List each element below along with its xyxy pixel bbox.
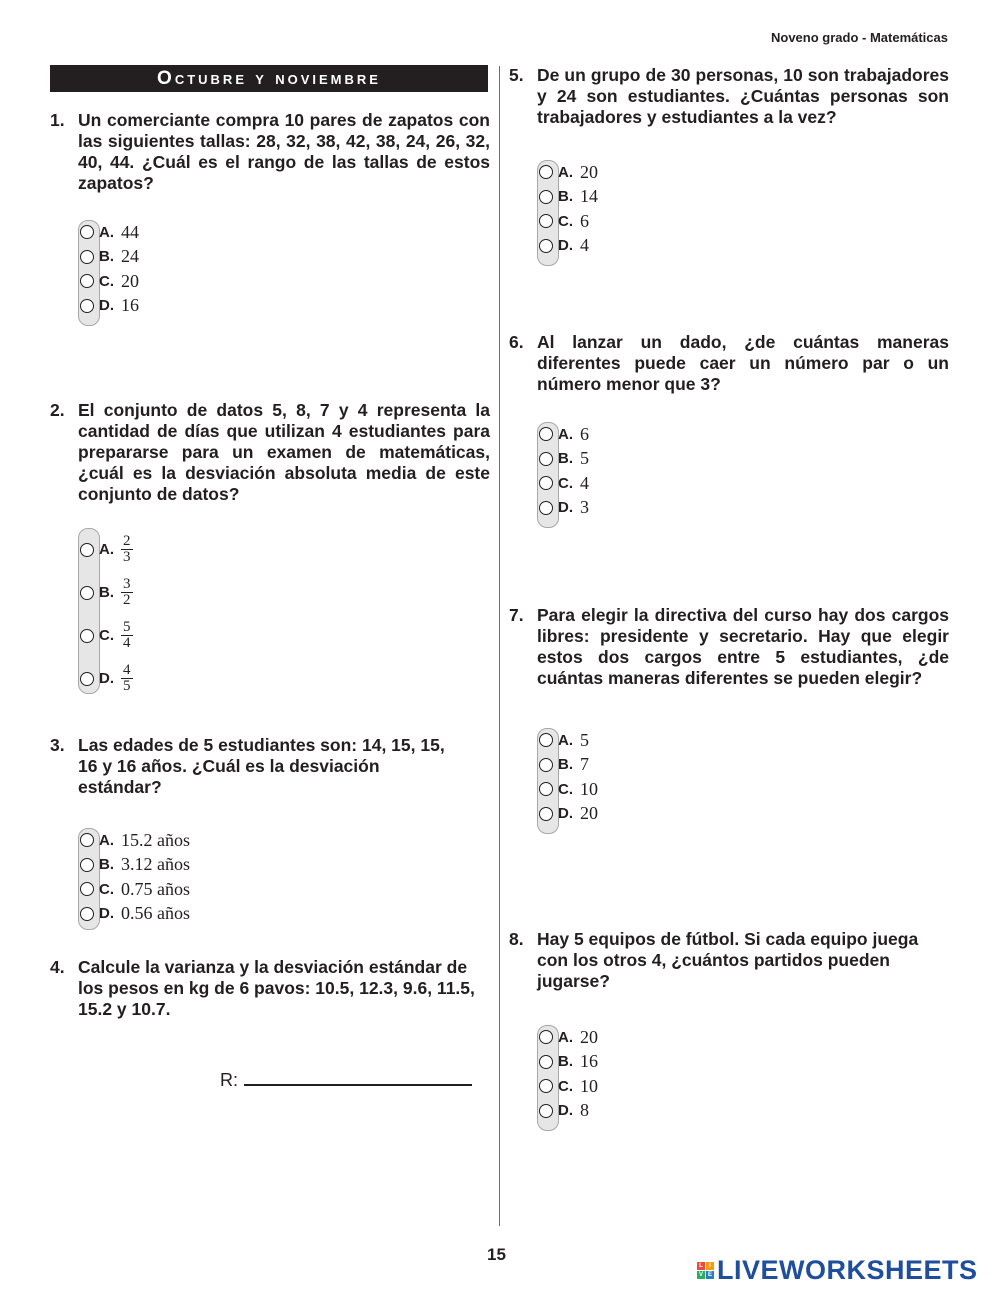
section-banner: Octubre y noviembre bbox=[50, 65, 488, 92]
option-a[interactable]: A. 15.2 años bbox=[78, 828, 190, 853]
options-q1 bbox=[78, 220, 139, 318]
options-q8 bbox=[537, 1025, 598, 1123]
radio-button[interactable] bbox=[80, 672, 94, 686]
question-text: Calcule la varianza y la desviación estándar de los pesos en kg de 6 pavos: 10.5, 12.3, 9.6, 11.5, 15.2 y 10.7. bbox=[78, 957, 475, 1019]
question-text: Hay 5 equipos de fútbol. Si cada equipo juega con los otros 4, ¿cuántos partidos pueden jugarse? bbox=[537, 929, 919, 991]
fraction: $\frac{3}{2}$ bbox=[123, 576, 131, 608]
radio-button[interactable] bbox=[80, 833, 94, 847]
radio-button[interactable] bbox=[539, 427, 553, 441]
logo-block: I bbox=[706, 1262, 714, 1270]
column-divider bbox=[499, 66, 500, 1226]
question-number: 5. bbox=[509, 65, 524, 85]
options-q3 bbox=[78, 828, 190, 926]
option-a[interactable]: A. 20 bbox=[537, 1025, 598, 1050]
option-c[interactable]: C. 6 bbox=[537, 209, 598, 234]
radio-button[interactable] bbox=[80, 858, 94, 872]
radio-button[interactable] bbox=[80, 907, 94, 921]
radio-button[interactable] bbox=[539, 733, 553, 747]
question-text: Las edades de 5 estudiantes son: 14, 15, 15, 16 y 16 años. ¿Cuál es la desviación estándar? bbox=[78, 735, 445, 797]
option-a[interactable]: A. 44 bbox=[78, 220, 139, 245]
page-header: Noveno grado - Matemáticas bbox=[771, 30, 948, 45]
question-text: De un grupo de 30 personas, 10 son trabajadores y 24 son estudiantes. ¿Cuántas personas son trabajadores y estudiantes a la vez? bbox=[537, 65, 949, 127]
option-b[interactable]: B. 3.12 años bbox=[78, 853, 190, 878]
radio-button[interactable] bbox=[539, 1055, 553, 1069]
options-q6 bbox=[537, 422, 589, 520]
radio-button[interactable] bbox=[539, 782, 553, 796]
option-d[interactable]: D. 4 bbox=[537, 234, 598, 259]
question-number: 2. bbox=[50, 400, 65, 420]
question-3 bbox=[50, 735, 450, 798]
radio-button[interactable] bbox=[539, 190, 553, 204]
radio-button[interactable] bbox=[539, 165, 553, 179]
radio-button[interactable] bbox=[80, 543, 94, 557]
option-d[interactable]: D. $\frac{4}{5}$ bbox=[78, 657, 133, 700]
question-text: Al lanzar un dado, ¿de cuántas maneras diferentes puede caer un número par o un número menor que 3? bbox=[537, 332, 949, 394]
radio-button[interactable] bbox=[80, 274, 94, 288]
option-d[interactable]: D. 20 bbox=[537, 802, 598, 827]
option-b[interactable]: B. 7 bbox=[537, 753, 598, 778]
option-a[interactable]: A. $\frac{2}{3}$ bbox=[78, 528, 133, 571]
question-text: Un comerciante compra 10 pares de zapatos con las siguientes tallas: 28, 32, 38, 42, 38, 24, 26, 32, 40, 44. ¿Cuál es el rango de las tallas de estos zapatos? bbox=[78, 110, 490, 193]
option-b[interactable]: B. 16 bbox=[537, 1050, 598, 1075]
option-c[interactable]: C. 20 bbox=[78, 269, 139, 294]
question-text: El conjunto de datos 5, 8, 7 y 4 representa la cantidad de días que utilizan 4 estudiantes para prepararse para un examen de matemáticas, ¿cuál es la desviación absoluta media de este conjunto de datos? bbox=[78, 400, 490, 504]
logo-blocks-icon bbox=[697, 1262, 714, 1279]
logo-block: V bbox=[698, 1272, 703, 1278]
question-number: 7. bbox=[509, 605, 524, 625]
question-2 bbox=[50, 400, 490, 505]
option-d[interactable]: D. 8 bbox=[537, 1099, 598, 1124]
fraction: $\frac{4}{5}$ bbox=[123, 662, 131, 694]
option-c[interactable]: C. 4 bbox=[537, 471, 589, 496]
logo-block: E bbox=[707, 1272, 712, 1278]
question-1 bbox=[50, 110, 490, 194]
radio-button[interactable] bbox=[539, 1104, 553, 1118]
option-b[interactable]: B. 14 bbox=[537, 185, 598, 210]
option-a[interactable]: A. 5 bbox=[537, 728, 598, 753]
radio-button[interactable] bbox=[80, 882, 94, 896]
question-5 bbox=[509, 65, 949, 128]
radio-button[interactable] bbox=[539, 214, 553, 228]
logo-block: L bbox=[697, 1262, 705, 1270]
options-q7 bbox=[537, 728, 598, 826]
option-d[interactable]: D. 16 bbox=[78, 294, 139, 319]
liveworksheets-logo bbox=[697, 1255, 978, 1286]
page-number: 15 bbox=[487, 1245, 506, 1264]
radio-button[interactable] bbox=[539, 807, 553, 821]
option-d[interactable]: D. 3 bbox=[537, 496, 589, 521]
radio-button[interactable] bbox=[80, 299, 94, 313]
option-c[interactable]: C. 10 bbox=[537, 777, 598, 802]
fraction: $\frac{2}{3}$ bbox=[123, 533, 131, 565]
option-c[interactable]: C. $\frac{5}{4}$ bbox=[78, 614, 133, 657]
radio-button[interactable] bbox=[539, 452, 553, 466]
question-number: 6. bbox=[509, 332, 524, 352]
question-6 bbox=[509, 332, 949, 395]
question-8 bbox=[509, 929, 919, 992]
option-b[interactable]: B. 5 bbox=[537, 447, 589, 472]
radio-button[interactable] bbox=[80, 629, 94, 643]
fraction: $\frac{5}{4}$ bbox=[123, 619, 131, 651]
answer-label: R: bbox=[220, 1070, 238, 1090]
radio-button[interactable] bbox=[539, 239, 553, 253]
option-a[interactable]: A. 20 bbox=[537, 160, 598, 185]
radio-button[interactable] bbox=[80, 225, 94, 239]
question-number: 3. bbox=[50, 735, 65, 755]
logo-text: LIVEWORKSHEETS bbox=[717, 1255, 978, 1285]
question-4 bbox=[50, 957, 490, 1020]
radio-button[interactable] bbox=[539, 758, 553, 772]
radio-button[interactable] bbox=[539, 476, 553, 490]
answer-field[interactable] bbox=[220, 1070, 472, 1091]
option-d[interactable]: D. 0.56 años bbox=[78, 902, 190, 927]
radio-button[interactable] bbox=[539, 1079, 553, 1093]
radio-button[interactable] bbox=[80, 586, 94, 600]
question-number: 1. bbox=[50, 110, 65, 130]
option-a[interactable]: A. 6 bbox=[537, 422, 589, 447]
options-q2 bbox=[78, 528, 133, 700]
question-number: 8. bbox=[509, 929, 524, 949]
radio-button[interactable] bbox=[539, 501, 553, 515]
options-q5 bbox=[537, 160, 598, 258]
radio-button[interactable] bbox=[539, 1030, 553, 1044]
option-b[interactable]: B. 24 bbox=[78, 245, 139, 270]
radio-button[interactable] bbox=[80, 250, 94, 264]
answer-line[interactable] bbox=[244, 1070, 472, 1086]
option-b[interactable]: B. $\frac{3}{2}$ bbox=[78, 571, 133, 614]
option-c[interactable]: C. 0.75 años bbox=[78, 877, 190, 902]
question-7 bbox=[509, 605, 949, 689]
question-number: 4. bbox=[50, 957, 65, 977]
question-text: Para elegir la directiva del curso hay dos cargos libres: presidente y secretario. Hay que elegir estos dos cargos entre 5 estudiantes, ¿de cuántas maneras diferentes se pueden elegir? bbox=[537, 605, 949, 688]
option-c[interactable]: C. 10 bbox=[537, 1074, 598, 1099]
